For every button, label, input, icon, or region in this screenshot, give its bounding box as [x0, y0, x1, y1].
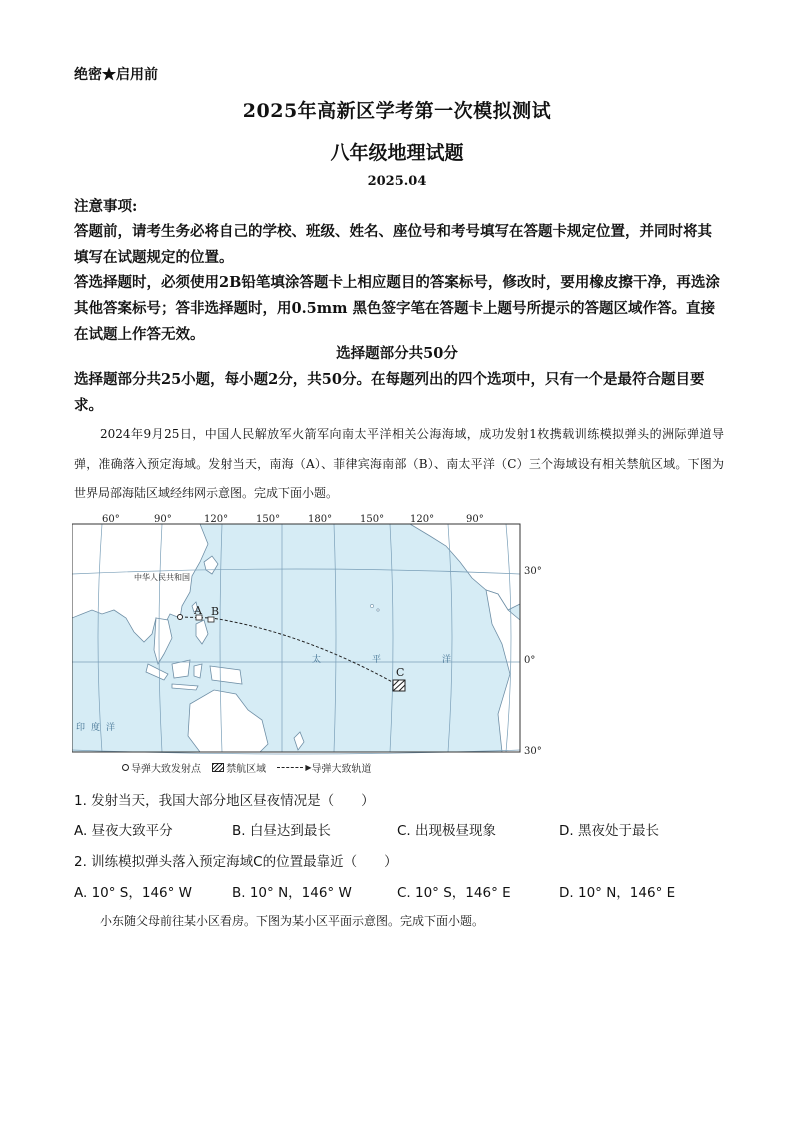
legend-zone: 禁航区域	[226, 764, 267, 775]
lon-label: 90°	[154, 514, 172, 525]
question-2-stem: 2. 训练模拟弹头落入预定海域C的位置最靠近（ ）	[74, 854, 398, 870]
track-line-icon	[277, 767, 303, 768]
indian-ocean-label: 印度洋	[76, 723, 122, 733]
question-1-option-b[interactable]: B. 白昼达到最长	[232, 823, 331, 839]
ocean-label: 平	[372, 655, 382, 665]
map-figure	[72, 514, 552, 778]
question-2-option-a[interactable]: A. 10° S，146° W	[74, 885, 193, 901]
no-fly-zone-icon	[212, 763, 224, 772]
question-context-1: 2024年9月25日，中国人民解放军火箭军向南太平洋相关公海海域，成功发射1枚携载训练模拟弹头的洲际弹道导弹，准确落入预定海域。发射当天，南海（A）、菲律宾海南部（B）、南太平洋（C）三个海域设有相关禁航区域。下图为世界局部海陆区域经纬网示意图。完成下面小题。	[74, 427, 724, 500]
launch-point-icon	[122, 764, 129, 771]
point-c-label: C	[396, 666, 405, 679]
question-2-option-d[interactable]: D. 10° N，146° E	[559, 885, 676, 901]
confidential-mark: 绝密★启用前	[74, 67, 158, 83]
point-b-label: B	[211, 605, 220, 618]
lat-label: 30°	[524, 746, 542, 757]
lon-label: 120°	[204, 514, 229, 525]
question-1-option-a[interactable]: A. 昼夜大致平分	[74, 823, 173, 839]
section-intro: 选择题部分共25小题，每小题2分，共50分。在每题列出的四个选项中，只有一个是最符合题目要求。	[74, 371, 705, 414]
question-1-option-d[interactable]: D. 黑夜处于最长	[559, 823, 659, 839]
legend-launch: 导弹大致发射点	[131, 764, 201, 775]
notice-item-2: 答选择题时，必须使用2B铅笔填涂答题卡上相应题目的答案标号，修改时，要用橡皮擦干净，再选涂其他答案标号；答非选择题时，用0.5mm 黑色签字笔在答题卡上题号所提示的答题区域作答。直接在试题上作答无效。	[74, 274, 720, 343]
map-legend	[122, 760, 372, 775]
lat-label: 0°	[524, 655, 536, 666]
exam-title: 2025年高新区学考第一次模拟测试	[242, 100, 552, 122]
launch-point	[178, 615, 183, 620]
hawaii-island	[370, 604, 373, 607]
notice-heading: 注意事项:	[74, 198, 138, 215]
question-context-2: 小东随父母前往某小区看房。下图为某小区平面示意图。完成下面小题。	[100, 914, 485, 928]
lon-label: 150°	[360, 514, 385, 525]
ocean-label: 洋	[442, 655, 452, 665]
lon-label: 150°	[256, 514, 281, 525]
world-map	[72, 514, 552, 778]
lon-label: 90°	[466, 514, 484, 525]
lat-label: 30°	[524, 566, 542, 577]
lon-label: 60°	[102, 514, 120, 525]
point-a-label: A	[194, 604, 202, 617]
section-heading: 选择题部分共50分	[336, 345, 458, 362]
notice-item-1: 答题前，请考生务必将自己的学校、班级、姓名、座位号和考号填写在答题卡规定位置，并同时将其填写在试题规定的位置。	[74, 223, 712, 266]
question-1-option-c[interactable]: C. 出现极昼现象	[397, 823, 497, 839]
question-1-stem: 1. 发射当天，我国大部分地区昼夜情况是（ ）	[74, 793, 375, 809]
country-label: 中华人民共和国	[134, 573, 190, 582]
lon-label: 120°	[410, 514, 435, 525]
legend-track: 导弹大致轨道	[311, 764, 372, 775]
no-fly-zone-c	[393, 680, 405, 691]
lon-label: 180°	[308, 514, 333, 525]
ocean-label: 太	[312, 655, 322, 665]
question-2-option-b[interactable]: B. 10° N，146° W	[232, 885, 352, 901]
question-2-option-c[interactable]: C. 10° S，146° E	[397, 885, 511, 901]
hawaii-island	[377, 609, 379, 611]
exam-subtitle: 八年级地理试题	[330, 142, 464, 164]
exam-date: 2025.04	[367, 174, 427, 189]
arrow-icon: ▶	[305, 763, 312, 772]
